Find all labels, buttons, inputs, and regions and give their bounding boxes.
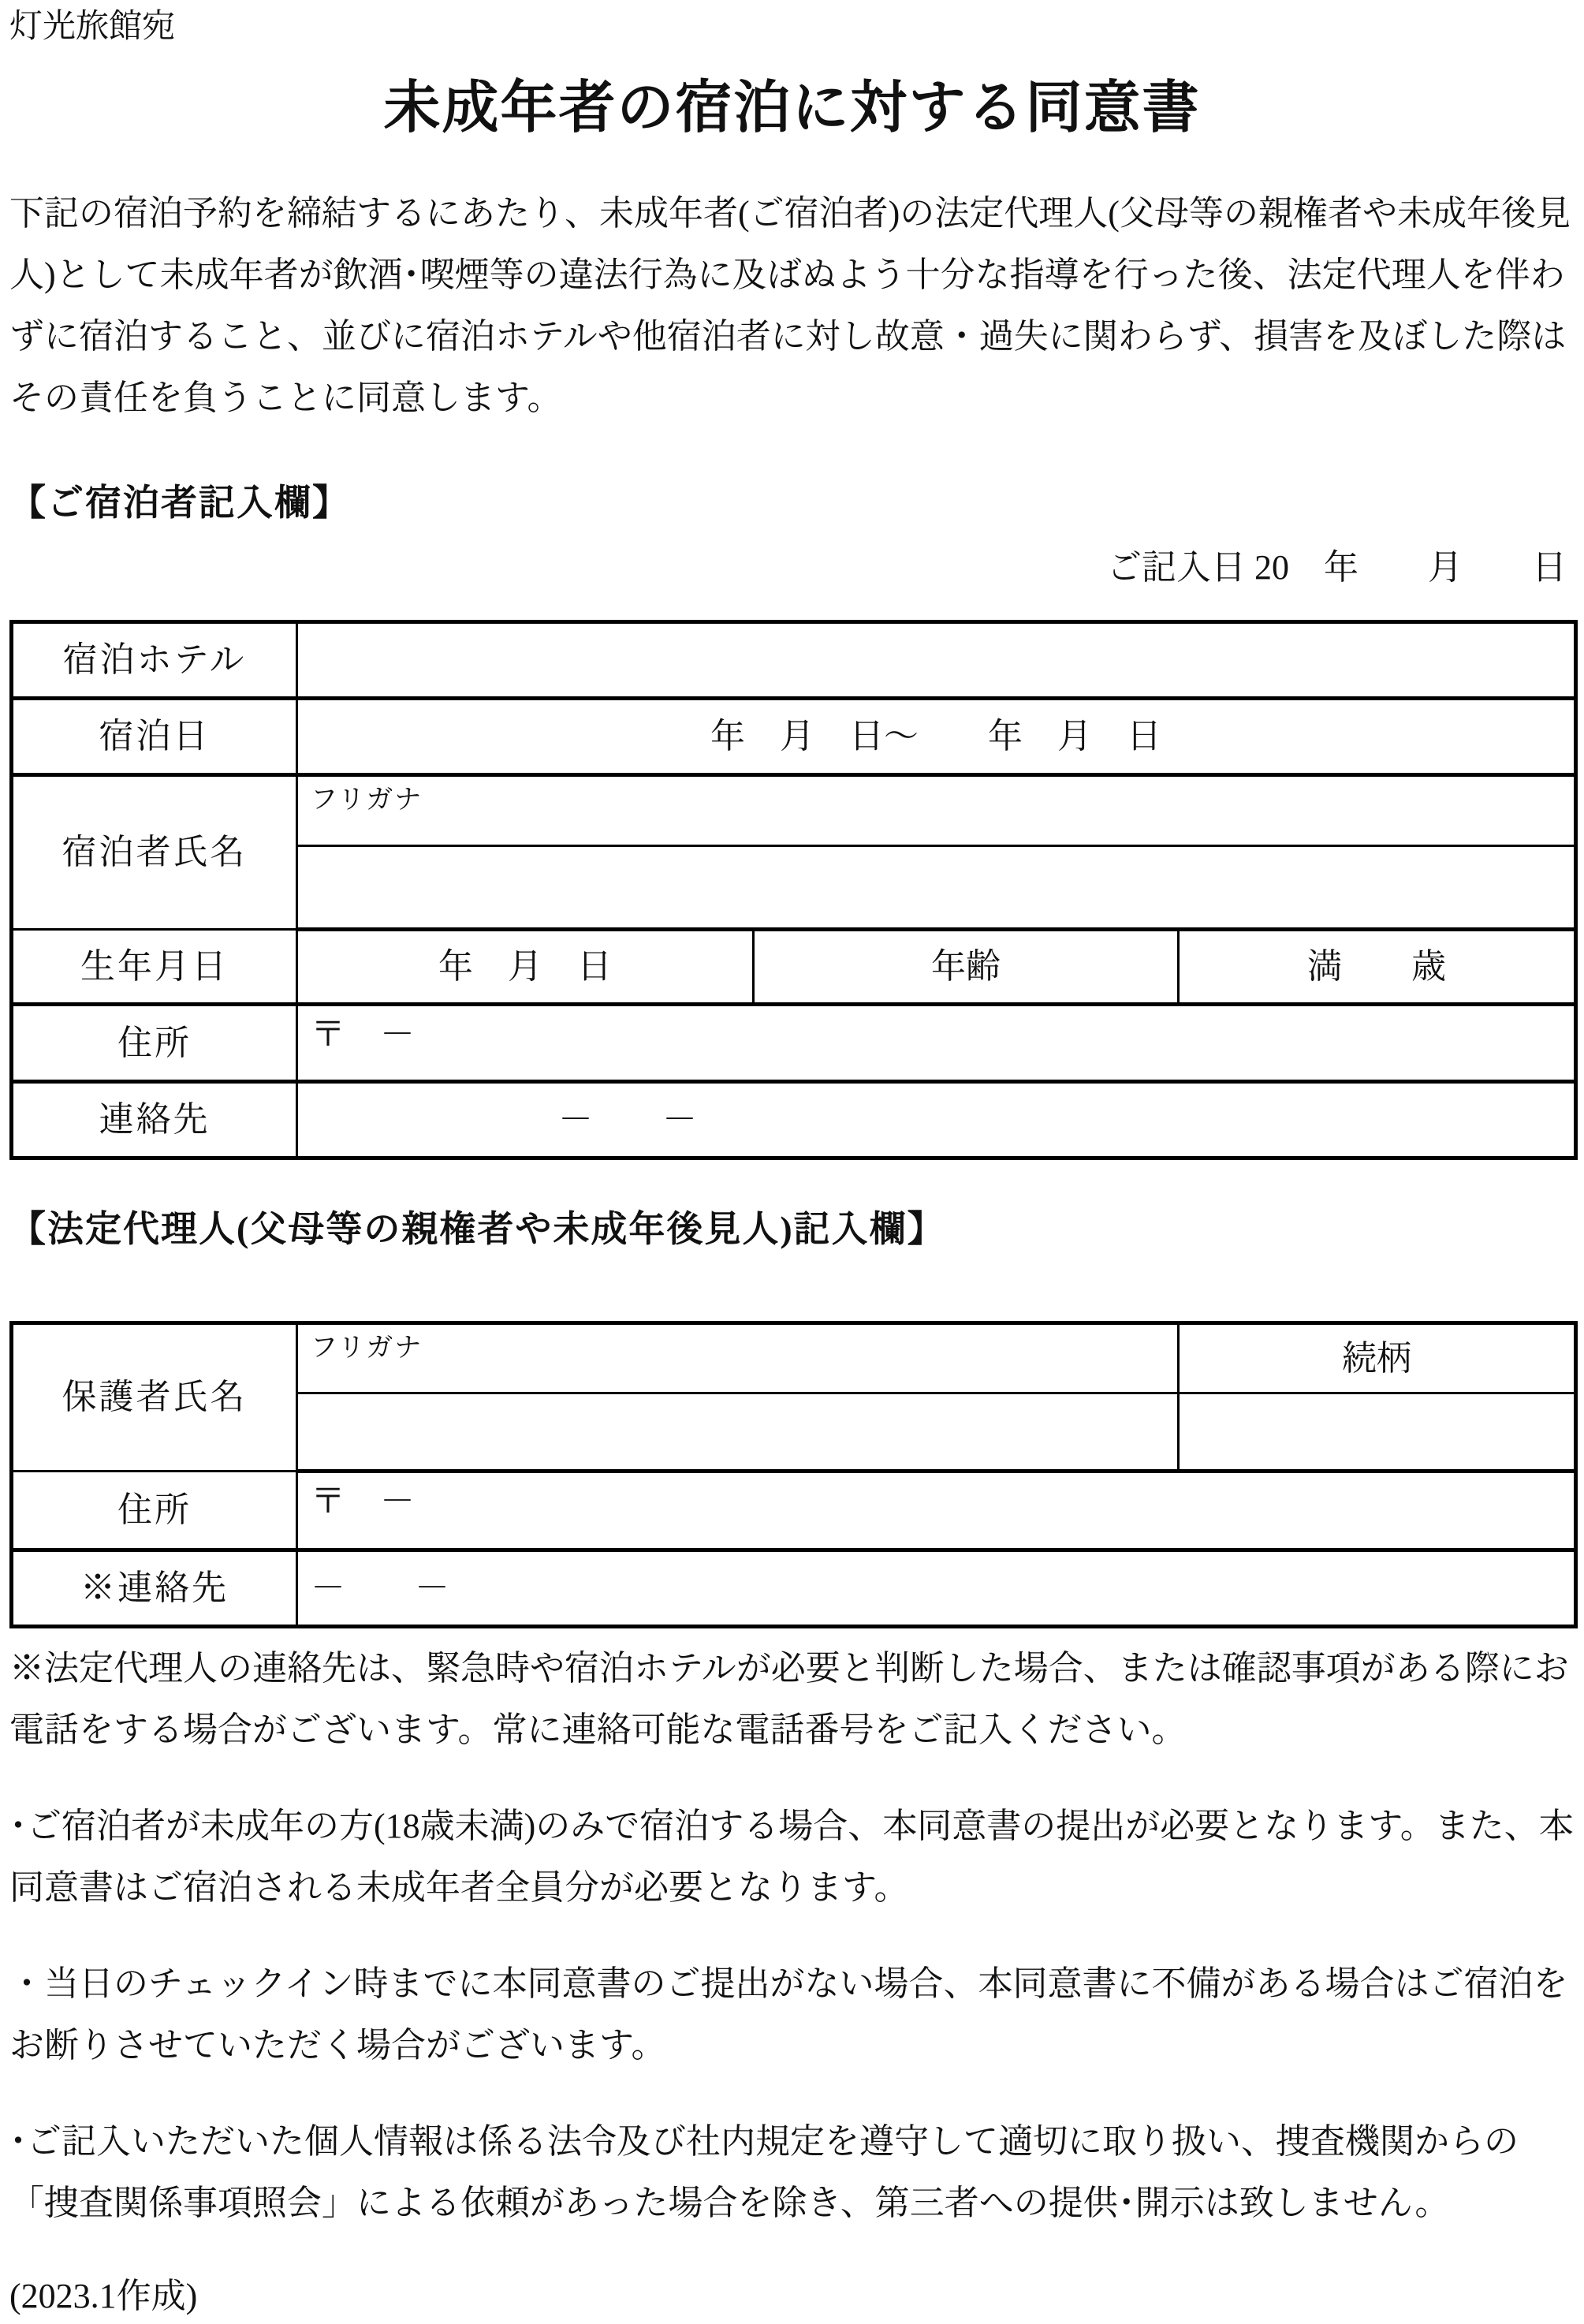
table-row-guardian-furigana [12, 1323, 1576, 1393]
relationship-value-cell [1179, 1393, 1576, 1472]
guardian-furigana-cell: フリガナ [297, 1323, 1179, 1393]
birthdate-label: 生年月日 [12, 930, 297, 1005]
guest-contact-label: 連絡先 [12, 1082, 297, 1158]
guest-name-value-cell [297, 846, 1576, 930]
guardian-name-label: 保護者氏名 [12, 1323, 297, 1472]
birthdate-value-cell: 年 月 日 [297, 930, 754, 1005]
age-value-cell: 満 歳 [1179, 930, 1576, 1005]
guest-info-table [9, 620, 1578, 1160]
guest-contact-value-cell: － － [297, 1082, 1576, 1158]
hotel-label: 宿泊ホテル [12, 622, 297, 699]
relationship-label-cell: 続柄 [1179, 1323, 1576, 1393]
guest-address-label: 住所 [12, 1005, 297, 1082]
table-row-guest-furigana [12, 775, 1576, 846]
table-row-hotel [12, 622, 1576, 699]
guest-address-value-cell: 〒 － [297, 1005, 1576, 1082]
table-row-guardian-address [12, 1472, 1576, 1550]
table-row-guest-contact [12, 1082, 1576, 1158]
table-row-guest-address [12, 1005, 1576, 1082]
document-title: 未成年者の宿泊に対する同意書 [383, 76, 1201, 140]
stay-date-label: 宿泊日 [12, 699, 297, 775]
note-minor-only-stay: ･ご宿泊者が未成年の方(18歳未満)のみで宿泊する場合、本同意書の提出が必要となります。また、本同意書はご宿泊される未成年者全員分が必要となります。 [9, 1807, 1574, 1907]
table-row-stay-date [12, 699, 1576, 775]
guardian-contact-note: ※法定代理人の連絡先は、緊急時や宿泊ホテルが必要と判断した場合、または確認事項がある際にお電話をする場合がございます。常に連絡可能な電話番号をご記入ください。 [9, 1649, 1569, 1749]
guest-section-heading: 【ご宿泊者記入欄】 [9, 483, 350, 523]
guest-name-label: 宿泊者氏名 [12, 775, 297, 930]
hotel-value-cell [297, 622, 1576, 699]
table-row-guardian-contact [12, 1550, 1576, 1627]
stay-date-value-cell: 年 月 日～ 年 月 日 [297, 699, 1576, 775]
note-personal-info: ･ご記入いただいた個人情報は係る法令及び社内規定を遵守して適切に取り扱い、捜査機関からの「捜査関係事項照会」による依頼があった場合を除き、第三者への提供･開示は致しません。 [9, 2122, 1519, 2222]
guest-furigana-cell: フリガナ [297, 775, 1576, 846]
guardian-name-value-cell [297, 1393, 1179, 1472]
guardian-contact-value-cell: － － [297, 1550, 1576, 1627]
guardian-info-table [9, 1321, 1578, 1628]
table-row-birthdate [12, 930, 1576, 1005]
guardian-section-heading: 【法定代理人(父母等の親権者や未成年後見人)記入欄】 [9, 1209, 945, 1249]
entry-date-line: ご記入日 20 年 月 日 [1107, 548, 1567, 587]
note-checkin-requirement: ・当日のチェックイン時までに本同意書のご提出がない場合、本同意書に不備がある場合はご宿泊をお断りさせていただく場合がございます。 [9, 1964, 1568, 2065]
age-label-cell: 年齢 [754, 930, 1179, 1005]
created-date-note: (2023.1作成) [9, 2277, 198, 2315]
addressee-line: 灯光旅館宛 [9, 9, 176, 45]
intro-paragraph: 下記の宿泊予約を締結するにあたり、未成年者(ご宿泊者)の法定代理人(父母等の親権者や未成年後見人)として未成年者が飲酒･喫煙等の違法行為に及ばぬよう十分な指導を行った後、法定代理人を伴わずに宿泊すること、並びに宿泊ホテルや他宿泊者に対し故意・過失に関わらず、損害を及ぼした際はその責任を負うことに同意します。 [9, 194, 1571, 417]
guardian-address-label: 住所 [12, 1472, 297, 1550]
guardian-address-value-cell: 〒 － [297, 1472, 1576, 1550]
guardian-contact-label: ※連絡先 [12, 1550, 297, 1627]
